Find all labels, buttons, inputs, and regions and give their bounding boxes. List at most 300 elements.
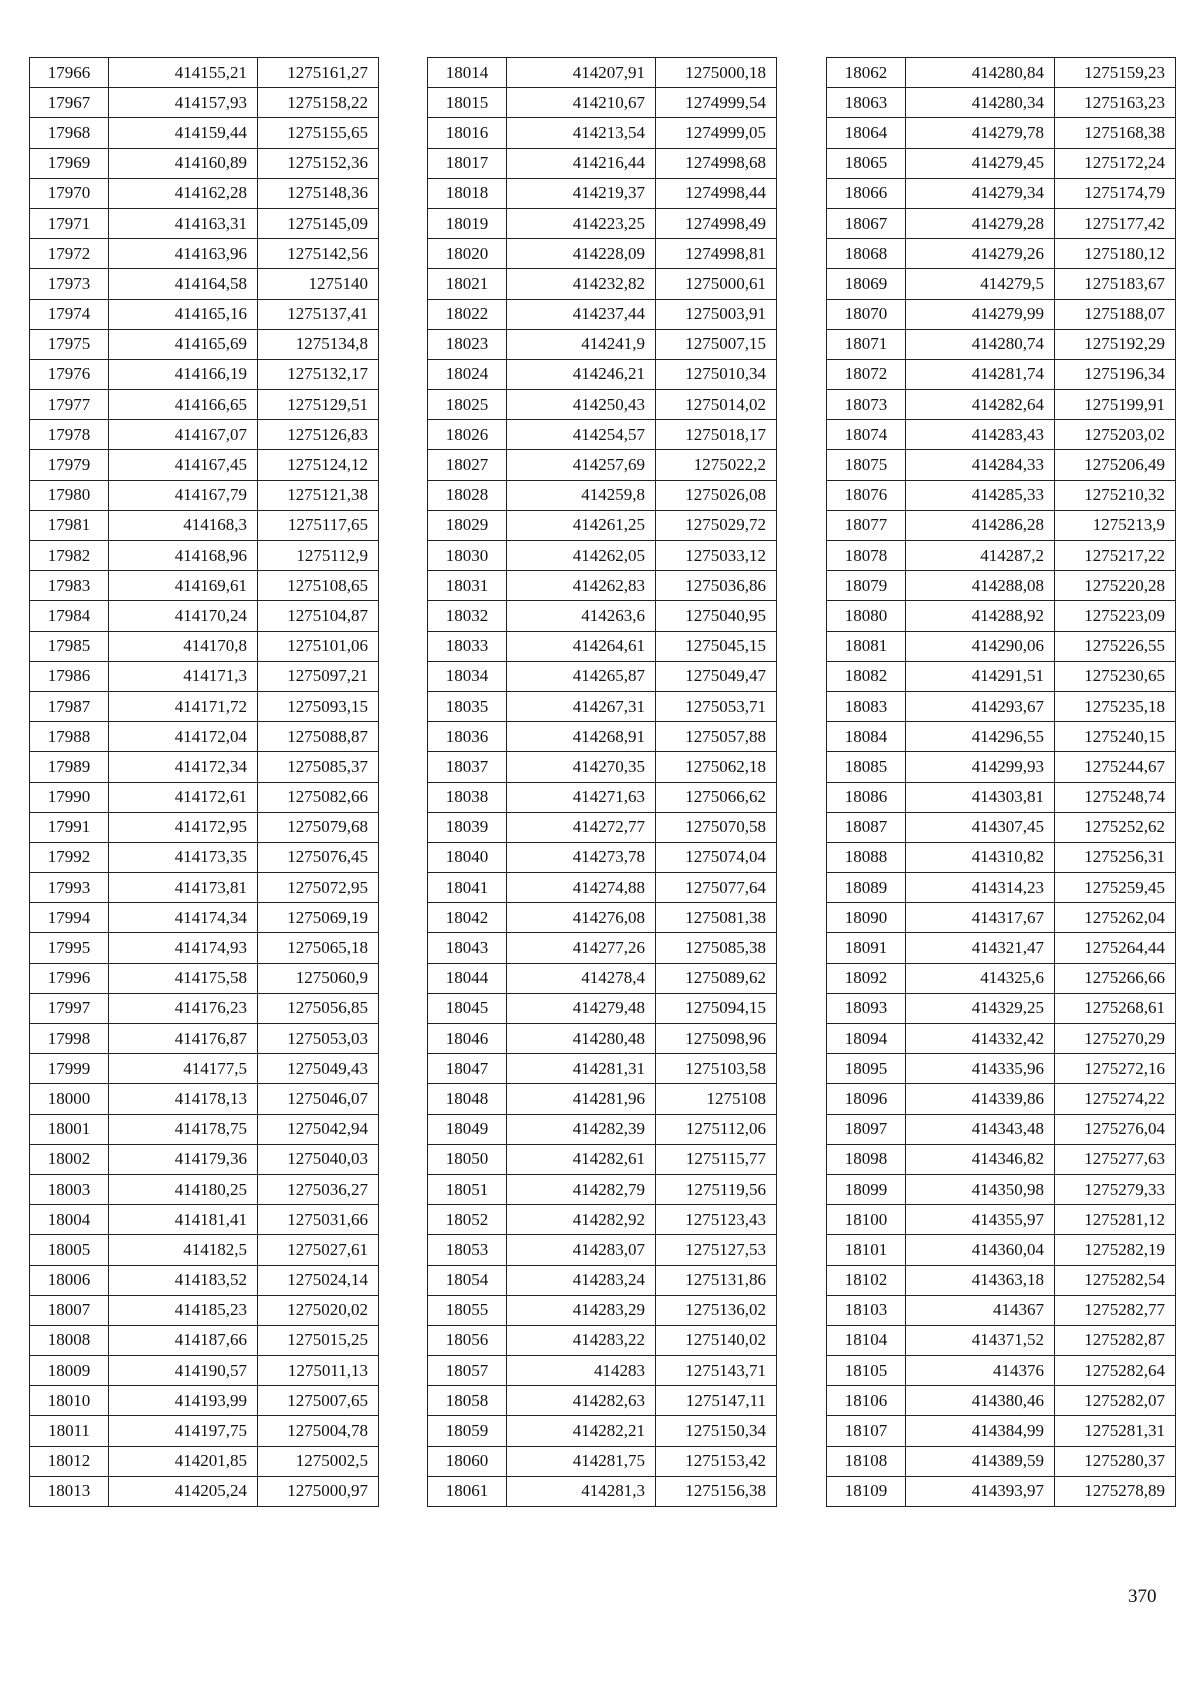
point-number-cell: 18006 (30, 1265, 109, 1295)
y-coordinate-cell: 1275153,42 (656, 1446, 777, 1476)
y-coordinate-cell: 1275220,28 (1055, 571, 1176, 601)
table-row (827, 1024, 1176, 1054)
y-coordinate-cell: 1275268,61 (1055, 993, 1176, 1023)
table-row (428, 963, 777, 993)
x-coordinate-cell: 414172,04 (109, 722, 258, 752)
y-coordinate-cell: 1274999,05 (656, 118, 777, 148)
point-number-cell: 18083 (827, 691, 906, 721)
point-number-cell: 18082 (827, 661, 906, 691)
table-row (827, 601, 1176, 631)
x-coordinate-cell: 414282,63 (507, 1386, 656, 1416)
y-coordinate-cell: 1275108 (656, 1084, 777, 1114)
table-row (428, 1416, 777, 1446)
y-coordinate-cell: 1275004,78 (258, 1416, 379, 1446)
x-coordinate-cell: 414173,81 (109, 873, 258, 903)
point-number-cell: 18047 (428, 1054, 507, 1084)
y-coordinate-cell: 1275145,09 (258, 208, 379, 238)
table-row (827, 1356, 1176, 1386)
y-coordinate-cell: 1275040,03 (258, 1144, 379, 1174)
point-number-cell: 17979 (30, 450, 109, 480)
point-number-cell: 18038 (428, 782, 507, 812)
point-number-cell: 18016 (428, 118, 507, 148)
x-coordinate-cell: 414176,87 (109, 1024, 258, 1054)
y-coordinate-cell: 1274998,44 (656, 178, 777, 208)
x-coordinate-cell: 414216,44 (507, 148, 656, 178)
y-coordinate-cell: 1275085,38 (656, 933, 777, 963)
point-number-cell: 18088 (827, 842, 906, 872)
table-row (827, 1265, 1176, 1295)
x-coordinate-cell: 414207,91 (507, 58, 656, 88)
table-row (30, 812, 379, 842)
x-coordinate-cell: 414290,06 (906, 631, 1055, 661)
x-coordinate-cell: 414296,55 (906, 722, 1055, 752)
y-coordinate-cell: 1274998,49 (656, 208, 777, 238)
x-coordinate-cell: 414363,18 (906, 1265, 1055, 1295)
point-number-cell: 17966 (30, 58, 109, 88)
y-coordinate-cell: 1275036,86 (656, 571, 777, 601)
table-row (827, 329, 1176, 359)
table-row (30, 299, 379, 329)
table-row (30, 873, 379, 903)
x-coordinate-cell: 414273,78 (507, 842, 656, 872)
x-coordinate-cell: 414168,3 (109, 510, 258, 540)
table-row (827, 1235, 1176, 1265)
x-coordinate-cell: 414287,2 (906, 541, 1055, 571)
table-row (428, 450, 777, 480)
point-number-cell: 17982 (30, 541, 109, 571)
x-coordinate-cell: 414169,61 (109, 571, 258, 601)
table-row (30, 178, 379, 208)
table-row (827, 450, 1176, 480)
point-number-cell: 18020 (428, 239, 507, 269)
y-coordinate-cell: 1275264,44 (1055, 933, 1176, 963)
y-coordinate-cell: 1275148,36 (258, 178, 379, 208)
table-row (30, 390, 379, 420)
point-number-cell: 18051 (428, 1174, 507, 1204)
y-coordinate-cell: 1275115,77 (656, 1144, 777, 1174)
y-coordinate-cell: 1275022,2 (656, 450, 777, 480)
y-coordinate-cell: 1275072,95 (258, 873, 379, 903)
table-row (428, 269, 777, 299)
table-row (827, 510, 1176, 540)
y-coordinate-cell: 1275142,56 (258, 239, 379, 269)
table-row (30, 661, 379, 691)
point-number-cell: 18060 (428, 1446, 507, 1476)
x-coordinate-cell: 414272,77 (507, 812, 656, 842)
point-number-cell: 17988 (30, 722, 109, 752)
x-coordinate-cell: 414293,67 (906, 691, 1055, 721)
x-coordinate-cell: 414307,45 (906, 812, 1055, 842)
y-coordinate-cell: 1275143,71 (656, 1356, 777, 1386)
table-row (428, 752, 777, 782)
x-coordinate-cell: 414175,58 (109, 963, 258, 993)
y-coordinate-cell: 1275033,12 (656, 541, 777, 571)
coordinate-table-3 (826, 57, 1176, 1507)
y-coordinate-cell: 1275183,67 (1055, 269, 1176, 299)
y-coordinate-cell: 1275027,61 (258, 1235, 379, 1265)
point-number-cell: 18077 (827, 510, 906, 540)
x-coordinate-cell: 414250,43 (507, 390, 656, 420)
point-number-cell: 17986 (30, 661, 109, 691)
x-coordinate-cell: 414232,82 (507, 269, 656, 299)
point-number-cell: 18106 (827, 1386, 906, 1416)
x-coordinate-cell: 414283,22 (507, 1325, 656, 1355)
x-coordinate-cell: 414274,88 (507, 873, 656, 903)
y-coordinate-cell: 1275053,71 (656, 691, 777, 721)
table-row (428, 1235, 777, 1265)
point-number-cell: 17995 (30, 933, 109, 963)
table-row (827, 571, 1176, 601)
table-row (428, 1295, 777, 1325)
point-number-cell: 18109 (827, 1476, 906, 1506)
table-row (428, 178, 777, 208)
point-number-cell: 17998 (30, 1024, 109, 1054)
y-coordinate-cell: 1275094,15 (656, 993, 777, 1023)
table-row (827, 58, 1176, 88)
y-coordinate-cell: 1275011,13 (258, 1356, 379, 1386)
point-number-cell: 18037 (428, 752, 507, 782)
x-coordinate-cell: 414276,08 (507, 903, 656, 933)
x-coordinate-cell: 414157,93 (109, 88, 258, 118)
table-row (428, 541, 777, 571)
y-coordinate-cell: 1275281,31 (1055, 1416, 1176, 1446)
x-coordinate-cell: 414299,93 (906, 752, 1055, 782)
table-row (30, 1205, 379, 1235)
x-coordinate-cell: 414343,48 (906, 1114, 1055, 1144)
table-row (827, 752, 1176, 782)
y-coordinate-cell: 1275089,62 (656, 963, 777, 993)
x-coordinate-cell: 414205,24 (109, 1476, 258, 1506)
x-coordinate-cell: 414219,37 (507, 178, 656, 208)
x-coordinate-cell: 414185,23 (109, 1295, 258, 1325)
x-coordinate-cell: 414279,45 (906, 148, 1055, 178)
table-row (30, 1386, 379, 1416)
y-coordinate-cell: 1275136,02 (656, 1295, 777, 1325)
x-coordinate-cell: 414183,52 (109, 1265, 258, 1295)
y-coordinate-cell: 1275010,34 (656, 359, 777, 389)
y-coordinate-cell: 1274998,68 (656, 148, 777, 178)
table-row (428, 903, 777, 933)
point-number-cell: 17994 (30, 903, 109, 933)
point-number-cell: 18052 (428, 1205, 507, 1235)
table-row (827, 661, 1176, 691)
point-number-cell: 18019 (428, 208, 507, 238)
table-row (428, 299, 777, 329)
x-coordinate-cell: 414167,45 (109, 450, 258, 480)
y-coordinate-cell: 1275259,45 (1055, 873, 1176, 903)
table-row (428, 359, 777, 389)
table-row (428, 1265, 777, 1295)
x-coordinate-cell: 414288,08 (906, 571, 1055, 601)
x-coordinate-cell: 414165,69 (109, 329, 258, 359)
table-row (30, 88, 379, 118)
table-row (827, 480, 1176, 510)
x-coordinate-cell: 414283,29 (507, 1295, 656, 1325)
table-row (827, 359, 1176, 389)
x-coordinate-cell: 414162,28 (109, 178, 258, 208)
point-number-cell: 18030 (428, 541, 507, 571)
point-number-cell: 18048 (428, 1084, 507, 1114)
point-number-cell: 18093 (827, 993, 906, 1023)
table-row (827, 1295, 1176, 1325)
point-number-cell: 17974 (30, 299, 109, 329)
point-number-cell: 17973 (30, 269, 109, 299)
point-number-cell: 18034 (428, 661, 507, 691)
point-number-cell: 18018 (428, 178, 507, 208)
point-number-cell: 18003 (30, 1174, 109, 1204)
y-coordinate-cell: 1275137,41 (258, 299, 379, 329)
x-coordinate-cell: 414241,9 (507, 329, 656, 359)
y-coordinate-cell: 1275003,91 (656, 299, 777, 329)
y-coordinate-cell: 1275015,25 (258, 1325, 379, 1355)
point-number-cell: 18076 (827, 480, 906, 510)
y-coordinate-cell: 1275002,5 (258, 1446, 379, 1476)
y-coordinate-cell: 1275282,87 (1055, 1325, 1176, 1355)
table-row (30, 1024, 379, 1054)
point-number-cell: 17983 (30, 571, 109, 601)
x-coordinate-cell: 414167,79 (109, 480, 258, 510)
point-number-cell: 17967 (30, 88, 109, 118)
table-row (827, 269, 1176, 299)
table-row (30, 1174, 379, 1204)
y-coordinate-cell: 1275049,47 (656, 661, 777, 691)
x-coordinate-cell: 414174,34 (109, 903, 258, 933)
point-number-cell: 17987 (30, 691, 109, 721)
x-coordinate-cell: 414178,13 (109, 1084, 258, 1114)
table-row (30, 1144, 379, 1174)
point-number-cell: 18072 (827, 359, 906, 389)
x-coordinate-cell: 414283 (507, 1356, 656, 1386)
y-coordinate-cell: 1275270,29 (1055, 1024, 1176, 1054)
point-number-cell: 18022 (428, 299, 507, 329)
table-row (428, 1024, 777, 1054)
y-coordinate-cell: 1275070,58 (656, 812, 777, 842)
point-number-cell: 18071 (827, 329, 906, 359)
table-row (428, 239, 777, 269)
y-coordinate-cell: 1275210,32 (1055, 480, 1176, 510)
x-coordinate-cell: 414246,21 (507, 359, 656, 389)
table-row (428, 1386, 777, 1416)
x-coordinate-cell: 414284,33 (906, 450, 1055, 480)
y-coordinate-cell: 1275282,77 (1055, 1295, 1176, 1325)
table-row (428, 208, 777, 238)
table-row (827, 903, 1176, 933)
point-number-cell: 18015 (428, 88, 507, 118)
table-row (428, 601, 777, 631)
point-number-cell: 18014 (428, 58, 507, 88)
y-coordinate-cell: 1275081,38 (656, 903, 777, 933)
point-number-cell: 18094 (827, 1024, 906, 1054)
point-number-cell: 17985 (30, 631, 109, 661)
y-coordinate-cell: 1275279,33 (1055, 1174, 1176, 1204)
x-coordinate-cell: 414282,61 (507, 1144, 656, 1174)
y-coordinate-cell: 1274998,81 (656, 239, 777, 269)
x-coordinate-cell: 414279,26 (906, 239, 1055, 269)
table-row (428, 390, 777, 420)
x-coordinate-cell: 414223,25 (507, 208, 656, 238)
table-row (30, 631, 379, 661)
table-row (428, 148, 777, 178)
table-row (428, 782, 777, 812)
y-coordinate-cell: 1275042,94 (258, 1114, 379, 1144)
x-coordinate-cell: 414166,65 (109, 390, 258, 420)
table-row (428, 1054, 777, 1084)
table-row (827, 993, 1176, 1023)
y-coordinate-cell: 1275031,66 (258, 1205, 379, 1235)
point-number-cell: 18078 (827, 541, 906, 571)
table-row (30, 148, 379, 178)
x-coordinate-cell: 414286,28 (906, 510, 1055, 540)
y-coordinate-cell: 1275180,12 (1055, 239, 1176, 269)
x-coordinate-cell: 414367 (906, 1295, 1055, 1325)
x-coordinate-cell: 414164,58 (109, 269, 258, 299)
x-coordinate-cell: 414254,57 (507, 420, 656, 450)
point-number-cell: 18079 (827, 571, 906, 601)
point-number-cell: 18012 (30, 1446, 109, 1476)
table-row (30, 118, 379, 148)
point-number-cell: 18032 (428, 601, 507, 631)
table-row (827, 1174, 1176, 1204)
y-coordinate-cell: 1275040,95 (656, 601, 777, 631)
x-coordinate-cell: 414171,72 (109, 691, 258, 721)
point-number-cell: 17971 (30, 208, 109, 238)
y-coordinate-cell: 1275282,07 (1055, 1386, 1176, 1416)
y-coordinate-cell: 1275065,18 (258, 933, 379, 963)
x-coordinate-cell: 414178,75 (109, 1114, 258, 1144)
point-number-cell: 18089 (827, 873, 906, 903)
point-number-cell: 18027 (428, 450, 507, 480)
x-coordinate-cell: 414283,43 (906, 420, 1055, 450)
y-coordinate-cell: 1275155,65 (258, 118, 379, 148)
table-row (428, 873, 777, 903)
y-coordinate-cell: 1275119,56 (656, 1174, 777, 1204)
point-number-cell: 18053 (428, 1235, 507, 1265)
x-coordinate-cell: 414271,63 (507, 782, 656, 812)
point-number-cell: 17980 (30, 480, 109, 510)
x-coordinate-cell: 414261,25 (507, 510, 656, 540)
y-coordinate-cell: 1275240,15 (1055, 722, 1176, 752)
y-coordinate-cell: 1275103,58 (656, 1054, 777, 1084)
table-row (30, 510, 379, 540)
x-coordinate-cell: 414159,44 (109, 118, 258, 148)
table-row (428, 88, 777, 118)
coordinate-table-1 (29, 57, 379, 1507)
x-coordinate-cell: 414210,67 (507, 88, 656, 118)
x-coordinate-cell: 414360,04 (906, 1235, 1055, 1265)
x-coordinate-cell: 414279,5 (906, 269, 1055, 299)
table-row (428, 661, 777, 691)
x-coordinate-cell: 414267,31 (507, 691, 656, 721)
point-number-cell: 18086 (827, 782, 906, 812)
x-coordinate-cell: 414371,52 (906, 1325, 1055, 1355)
x-coordinate-cell: 414166,19 (109, 359, 258, 389)
y-coordinate-cell: 1275163,23 (1055, 88, 1176, 118)
point-number-cell: 18026 (428, 420, 507, 450)
x-coordinate-cell: 414172,61 (109, 782, 258, 812)
table-row (428, 118, 777, 148)
y-coordinate-cell: 1275000,97 (258, 1476, 379, 1506)
x-coordinate-cell: 414277,26 (507, 933, 656, 963)
y-coordinate-cell: 1275282,54 (1055, 1265, 1176, 1295)
x-coordinate-cell: 414279,48 (507, 993, 656, 1023)
point-number-cell: 18039 (428, 812, 507, 842)
y-coordinate-cell: 1275117,65 (258, 510, 379, 540)
x-coordinate-cell: 414174,93 (109, 933, 258, 963)
table-row (827, 812, 1176, 842)
table-row (428, 58, 777, 88)
y-coordinate-cell: 1275188,07 (1055, 299, 1176, 329)
y-coordinate-cell: 1275177,42 (1055, 208, 1176, 238)
point-number-cell: 18036 (428, 722, 507, 752)
point-number-cell: 18049 (428, 1114, 507, 1144)
y-coordinate-cell: 1275192,29 (1055, 329, 1176, 359)
point-number-cell: 17993 (30, 873, 109, 903)
table-row (428, 329, 777, 359)
y-coordinate-cell: 1275256,31 (1055, 842, 1176, 872)
table-row (30, 993, 379, 1023)
point-number-cell: 18055 (428, 1295, 507, 1325)
y-coordinate-cell: 1275217,22 (1055, 541, 1176, 571)
x-coordinate-cell: 414173,35 (109, 842, 258, 872)
y-coordinate-cell: 1275036,27 (258, 1174, 379, 1204)
table-row (827, 1054, 1176, 1084)
x-coordinate-cell: 414321,47 (906, 933, 1055, 963)
x-coordinate-cell: 414288,92 (906, 601, 1055, 631)
table-row (428, 1144, 777, 1174)
x-coordinate-cell: 414279,28 (906, 208, 1055, 238)
x-coordinate-cell: 414376 (906, 1356, 1055, 1386)
table-row (428, 1446, 777, 1476)
y-coordinate-cell: 1275029,72 (656, 510, 777, 540)
table-row (428, 1476, 777, 1506)
table-row (30, 571, 379, 601)
point-number-cell: 18004 (30, 1205, 109, 1235)
point-number-cell: 18000 (30, 1084, 109, 1114)
point-number-cell: 18044 (428, 963, 507, 993)
y-coordinate-cell: 1275281,12 (1055, 1205, 1176, 1235)
point-number-cell: 18108 (827, 1446, 906, 1476)
y-coordinate-cell: 1275024,14 (258, 1265, 379, 1295)
x-coordinate-cell: 414393,97 (906, 1476, 1055, 1506)
point-number-cell: 18065 (827, 148, 906, 178)
point-number-cell: 18070 (827, 299, 906, 329)
table-row (30, 722, 379, 752)
x-coordinate-cell: 414317,67 (906, 903, 1055, 933)
point-number-cell: 18056 (428, 1325, 507, 1355)
point-number-cell: 18045 (428, 993, 507, 1023)
point-number-cell: 18087 (827, 812, 906, 842)
x-coordinate-cell: 414190,57 (109, 1356, 258, 1386)
table-row (827, 299, 1176, 329)
x-coordinate-cell: 414176,23 (109, 993, 258, 1023)
y-coordinate-cell: 1275000,18 (656, 58, 777, 88)
x-coordinate-cell: 414181,41 (109, 1205, 258, 1235)
point-number-cell: 18085 (827, 752, 906, 782)
table-row (827, 933, 1176, 963)
y-coordinate-cell: 1275007,65 (258, 1386, 379, 1416)
table-row (428, 1084, 777, 1114)
point-number-cell: 18023 (428, 329, 507, 359)
table-row (30, 1446, 379, 1476)
y-coordinate-cell: 1275000,61 (656, 269, 777, 299)
table-row (30, 420, 379, 450)
x-coordinate-cell: 414281,31 (507, 1054, 656, 1084)
x-coordinate-cell: 414281,96 (507, 1084, 656, 1114)
y-coordinate-cell: 1275266,66 (1055, 963, 1176, 993)
table-row (30, 601, 379, 631)
point-number-cell: 18011 (30, 1416, 109, 1446)
table-row (428, 571, 777, 601)
